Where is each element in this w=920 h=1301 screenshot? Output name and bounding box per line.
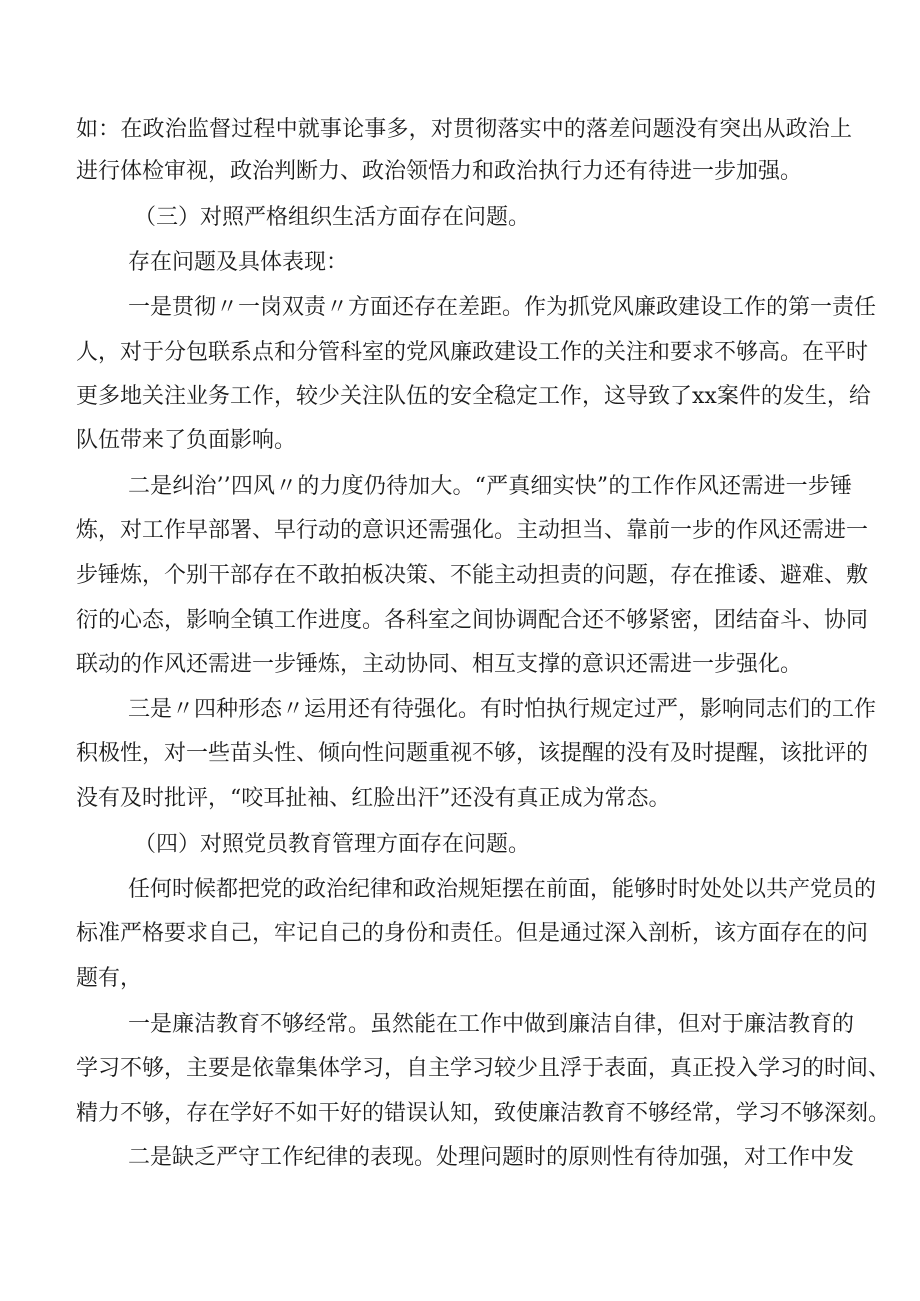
line-text: 如：在政治监督过程中就事论事多，对贯彻落实中的落差问题没有突出从政治上 — [76, 117, 852, 142]
text-line — [0, 112, 920, 152]
section-heading: （四）对照党员教育管理方面存在问题。 — [134, 832, 531, 857]
line-text: 任何时候都把党的政治纪律和政治规矩摆在前面，能够时时处处以共产党员的 — [128, 877, 877, 902]
text-line — [0, 245, 920, 285]
text-line — [0, 736, 920, 776]
text-line — [0, 603, 920, 643]
line-text: 衍的心态，影响全镇工作进度。各科室之间协调配合还不够紧密，团结奋斗、协同 — [76, 608, 869, 633]
text-line — [0, 423, 920, 463]
text-line — [0, 961, 920, 1001]
line-text: 三是〃四种形态〃运用还有待强化。有时怕执行规定过严，影响同志们的工作 — [128, 697, 877, 722]
text-line — [0, 872, 920, 912]
line-text: 二是纠治’’四风〃的力度仍待加大。“严真细实快”的工作作风还需进一步锤 — [128, 474, 852, 499]
text-line — [0, 692, 920, 732]
line-text: 进行体检审视，政治判断力、政治领悟力和政治执行力还有待进一步加强。 — [76, 159, 803, 184]
text-line — [0, 781, 920, 821]
line-text: 更多地关注业务工作，较少关注队伍的安全稳定工作，这导致了xx案件的发生，给 — [76, 384, 871, 409]
text-line — [0, 1096, 920, 1136]
section-heading-line — [0, 200, 920, 240]
line-text: 二是缺乏严守工作纪律的表现。处理问题时的原则性有待加强，对工作中发 — [128, 1145, 855, 1170]
text-line — [0, 1140, 920, 1180]
line-text: 队伍带来了负面影响。 — [76, 428, 297, 453]
text-line — [0, 379, 920, 419]
line-text: 联动的作风还需进一步锤炼，主动协同、相互支撑的意识还需进一步强化。 — [76, 652, 803, 677]
text-line — [0, 154, 920, 194]
line-text: 人，对于分包联系点和分管科室的党风廉政建设工作的关注和要求不够高。在平时 — [76, 340, 869, 365]
text-line — [0, 647, 920, 687]
line-text: 题有， — [76, 966, 143, 991]
text-line — [0, 558, 920, 598]
text-line — [0, 1007, 920, 1047]
line-text: 一是廉洁教育不够经常。虽然能在工作中做到廉洁自律，但对于廉洁教育的 — [128, 1012, 855, 1037]
text-line — [0, 916, 920, 956]
text-line — [0, 335, 920, 375]
text-line — [0, 513, 920, 553]
text-line — [0, 1051, 920, 1091]
line-text: 没有及时批评，“咬耳扯袖、红脸出汗”还没有真正成为常态。 — [76, 786, 671, 811]
line-text: 炼，对工作早部署、早行动的意识还需强化。主动担当、靠前一步的作风还需进一 — [76, 518, 869, 543]
line-text: 标准严格要求自己，牢记自己的身份和责任。但是通过深入剖析，该方面存在的问 — [76, 921, 869, 946]
line-text: 精力不够，存在学好不如干好的错误认知，致使廉洁教育不够经常，学习不够深刻。 — [76, 1101, 891, 1126]
section-heading-line — [0, 827, 920, 867]
text-line — [0, 469, 920, 509]
line-text: 步锤炼，个别干部存在不敢拍板决策、不能主动担责的问题，存在推诿、避难、敷 — [76, 563, 869, 588]
line-text: 学习不够，主要是依靠集体学习，自主学习较少且浮于表面，真正投入学习的时间、 — [76, 1056, 891, 1081]
section-heading: （三）对照严格组织生活方面存在问题。 — [134, 205, 531, 230]
text-line — [0, 290, 920, 330]
line-text: 存在问题及具体表现： — [128, 250, 349, 275]
line-text: 积极性，对一些苗头性、倾向性问题重视不够，该提醒的没有及时提醒，该批评的 — [76, 741, 869, 766]
line-text: 一是贯彻〃一岗双责〃方面还存在差距。作为抓党风廉政建设工作的第一责任 — [128, 295, 877, 320]
